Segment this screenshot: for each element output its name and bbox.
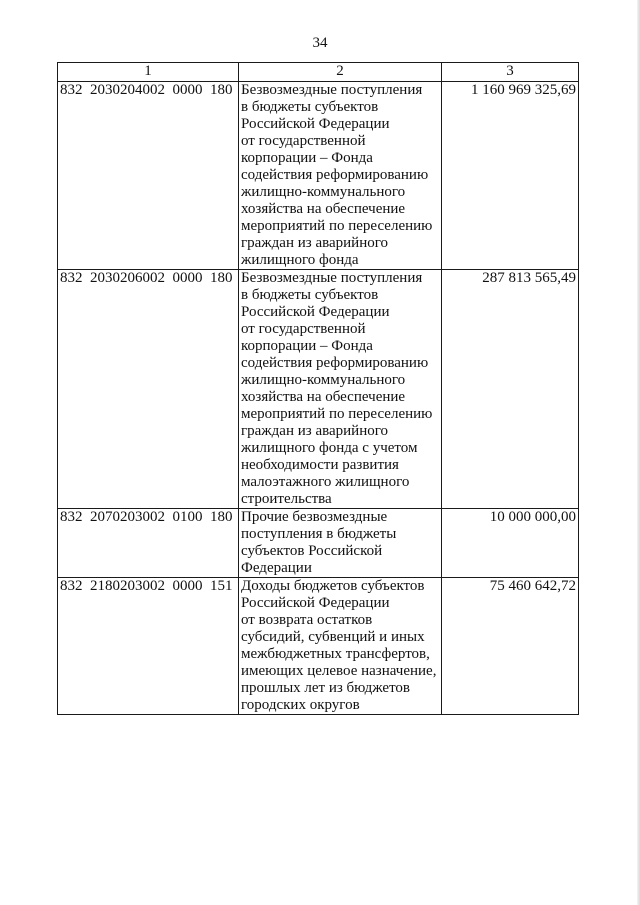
budget-revenue-table <box>57 62 579 715</box>
classification-code: 832 2070203002 0100 180 <box>58 509 239 578</box>
revenue-amount: 75 460 642,72 <box>442 578 579 715</box>
table-row <box>58 578 579 715</box>
classification-code: 832 2180203002 0000 151 <box>58 578 239 715</box>
column-header-3: 3 <box>442 63 579 82</box>
classification-code: 832 2030204002 0000 180 <box>58 82 239 270</box>
revenue-amount: 10 000 000,00 <box>442 509 579 578</box>
table-row <box>58 509 579 578</box>
revenue-description: Безвозмездные поступления в бюджеты субъектов Российской Федерации от государственной корпорации – Фонда содействия реформированию жилищно-коммунального хозяйства на обеспечение мероприятий по переселению граждан из аварийного жилищного фонда с учетом необходимости развития малоэтажного жилищного строительства <box>239 270 442 509</box>
table-row <box>58 270 579 509</box>
revenue-description: Прочие безвозмездные поступления в бюджеты субъектов Российской Федерации <box>239 509 442 578</box>
header-row <box>58 63 579 82</box>
column-header-1: 1 <box>58 63 239 82</box>
revenue-amount: 287 813 565,49 <box>442 270 579 509</box>
classification-code: 832 2030206002 0000 180 <box>58 270 239 509</box>
revenue-description: Безвозмездные поступления в бюджеты субъектов Российской Федерации от государственной корпорации – Фонда содействия реформированию жилищно-коммунального хозяйства на обеспечение мероприятий по переселению граждан из аварийного жилищного фонда <box>239 82 442 270</box>
revenue-description: Доходы бюджетов субъектов Российской Федерации от возврата остатков субсидий, субвенций и иных межбюджетных трансфертов, имеющих целевое назначение, прошлых лет из бюджетов городских округов <box>239 578 442 715</box>
column-header-2: 2 <box>239 63 442 82</box>
revenue-amount: 1 160 969 325,69 <box>442 82 579 270</box>
page-number: 34 <box>312 35 328 51</box>
table-row <box>58 82 579 270</box>
